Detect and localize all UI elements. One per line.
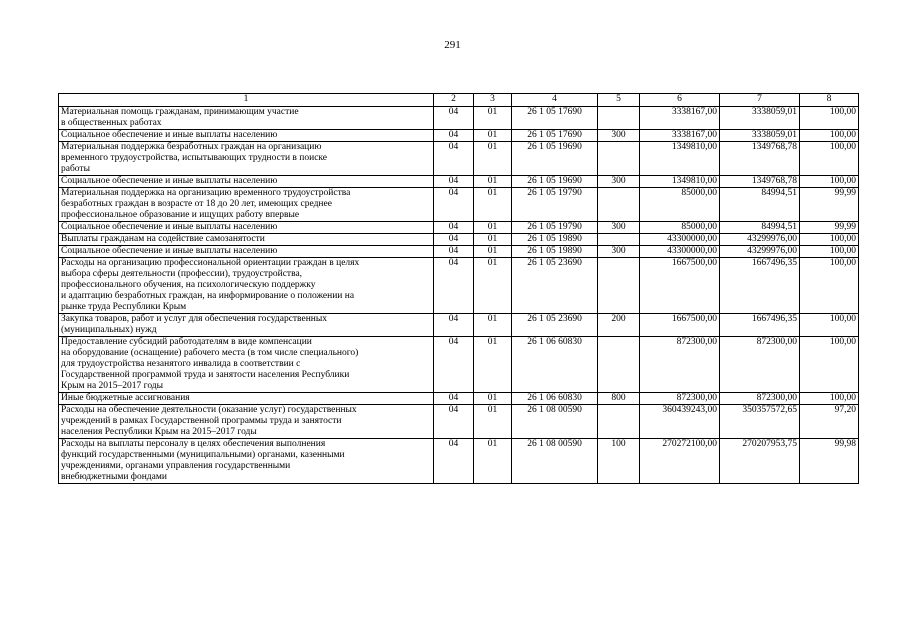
expense-type-cell: 100 <box>598 439 640 484</box>
subsection-code-cell: 01 <box>474 337 512 393</box>
table-row <box>59 258 859 314</box>
section-code-cell: 04 <box>434 439 474 484</box>
execution-percent-cell: 99,98 <box>800 439 859 484</box>
subsection-code-cell: 01 <box>474 439 512 484</box>
actual-amount-cell: 350357572,65 <box>720 405 800 439</box>
section-code-cell: 04 <box>434 107 474 130</box>
expense-name-cell: Материальная помощь гражданам, принимающим участие в общественных работах <box>59 107 434 130</box>
target-article-cell: 26 1 08 00590 <box>512 439 598 484</box>
execution-percent-cell: 100,00 <box>800 142 859 176</box>
target-article-cell: 26 1 05 17690 <box>512 130 598 142</box>
expense-name-cell: Иные бюджетные ассигнования <box>59 393 434 405</box>
table-row <box>59 234 859 246</box>
table-row <box>59 130 859 142</box>
section-code-cell: 04 <box>434 314 474 337</box>
header-cell: 4 <box>512 94 598 107</box>
actual-amount-cell: 270207953,75 <box>720 439 800 484</box>
expense-type-cell: 300 <box>598 246 640 258</box>
subsection-code-cell: 01 <box>474 405 512 439</box>
header-cell: 1 <box>59 94 434 107</box>
section-code-cell: 04 <box>434 258 474 314</box>
section-code-cell: 04 <box>434 130 474 142</box>
target-article-cell: 26 1 05 23690 <box>512 314 598 337</box>
actual-amount-cell: 1349768,78 <box>720 176 800 188</box>
expense-name-cell: Расходы на обеспечение деятельности (оказание услуг) государственных учреждений в рамках Государственной программы труда и занятости населения Республики Крым на 2015–2017 годы <box>59 405 434 439</box>
expense-name-cell: Материальная поддержка безработных граждан на организацию временного трудоустройства, испытывающих трудности в поиске работы <box>59 142 434 176</box>
execution-percent-cell: 99,99 <box>800 222 859 234</box>
expense-type-cell: 200 <box>598 314 640 337</box>
execution-percent-cell: 99,99 <box>800 188 859 222</box>
expense-type-cell: 300 <box>598 176 640 188</box>
header-cell: 7 <box>720 94 800 107</box>
table-row <box>59 393 859 405</box>
execution-percent-cell: 100,00 <box>800 176 859 188</box>
execution-percent-cell: 100,00 <box>800 107 859 130</box>
table-row <box>59 142 859 176</box>
target-article-cell: 26 1 06 60830 <box>512 393 598 405</box>
execution-percent-cell: 100,00 <box>800 337 859 393</box>
expense-name-cell: Социальное обеспечение и иные выплаты населению <box>59 246 434 258</box>
execution-percent-cell: 100,00 <box>800 234 859 246</box>
table-row <box>59 222 859 234</box>
planned-amount-cell: 1349810,00 <box>640 142 720 176</box>
planned-amount-cell: 85000,00 <box>640 188 720 222</box>
execution-percent-cell: 100,00 <box>800 314 859 337</box>
subsection-code-cell: 01 <box>474 176 512 188</box>
table-row <box>59 405 859 439</box>
expense-type-cell <box>598 337 640 393</box>
target-article-cell: 26 1 05 19890 <box>512 246 598 258</box>
section-code-cell: 04 <box>434 188 474 222</box>
target-article-cell: 26 1 05 19790 <box>512 222 598 234</box>
header-cell: 3 <box>474 94 512 107</box>
header-cell: 5 <box>598 94 640 107</box>
planned-amount-cell: 1667500,00 <box>640 258 720 314</box>
target-article-cell: 26 1 05 19690 <box>512 142 598 176</box>
planned-amount-cell: 3338167,00 <box>640 107 720 130</box>
execution-percent-cell: 100,00 <box>800 246 859 258</box>
table-row <box>59 439 859 484</box>
expense-name-cell: Материальная поддержка на организацию временного трудоустройства безработных граждан в возрасте от 18 до 20 лет, имеющих среднее профессиональное образование и ищущих работу впервые <box>59 188 434 222</box>
actual-amount-cell: 1667496,35 <box>720 314 800 337</box>
section-code-cell: 04 <box>434 246 474 258</box>
target-article-cell: 26 1 05 19790 <box>512 188 598 222</box>
expense-name-cell: Социальное обеспечение и иные выплаты населению <box>59 130 434 142</box>
expense-type-cell: 300 <box>598 222 640 234</box>
section-code-cell: 04 <box>434 405 474 439</box>
section-code-cell: 04 <box>434 393 474 405</box>
subsection-code-cell: 01 <box>474 130 512 142</box>
actual-amount-cell: 84994,51 <box>720 188 800 222</box>
target-article-cell: 26 1 05 19690 <box>512 176 598 188</box>
actual-amount-cell: 3338059,01 <box>720 107 800 130</box>
expense-name-cell: Выплаты гражданам на содействие самозанятости <box>59 234 434 246</box>
expense-type-cell: 300 <box>598 130 640 142</box>
planned-amount-cell: 43300000,00 <box>640 234 720 246</box>
target-article-cell: 26 1 06 60830 <box>512 337 598 393</box>
header-cell: 2 <box>434 94 474 107</box>
subsection-code-cell: 01 <box>474 188 512 222</box>
execution-percent-cell: 100,00 <box>800 130 859 142</box>
execution-percent-cell: 100,00 <box>800 258 859 314</box>
table-row <box>59 246 859 258</box>
expense-type-cell <box>598 107 640 130</box>
table-row <box>59 337 859 393</box>
subsection-code-cell: 01 <box>474 314 512 337</box>
section-code-cell: 04 <box>434 337 474 393</box>
planned-amount-cell: 85000,00 <box>640 222 720 234</box>
planned-amount-cell: 270272100,00 <box>640 439 720 484</box>
target-article-cell: 26 1 05 23690 <box>512 258 598 314</box>
expense-name-cell: Социальное обеспечение и иные выплаты населению <box>59 222 434 234</box>
expense-type-cell <box>598 142 640 176</box>
expense-name-cell: Расходы на выплаты персоналу в целях обеспечения выполнения функций государственными (муниципальными) органами, казенными учреждениями, органами управления государственными внебюджетными фондами <box>59 439 434 484</box>
planned-amount-cell: 3338167,00 <box>640 130 720 142</box>
actual-amount-cell: 3338059,01 <box>720 130 800 142</box>
planned-amount-cell: 43300000,00 <box>640 246 720 258</box>
subsection-code-cell: 01 <box>474 107 512 130</box>
table-body <box>59 107 859 484</box>
expense-name-cell: Социальное обеспечение и иные выплаты населению <box>59 176 434 188</box>
planned-amount-cell: 872300,00 <box>640 393 720 405</box>
actual-amount-cell: 1667496,35 <box>720 258 800 314</box>
actual-amount-cell: 1349768,78 <box>720 142 800 176</box>
actual-amount-cell: 872300,00 <box>720 337 800 393</box>
planned-amount-cell: 360439243,00 <box>640 405 720 439</box>
expense-type-cell <box>598 188 640 222</box>
section-code-cell: 04 <box>434 142 474 176</box>
planned-amount-cell: 872300,00 <box>640 337 720 393</box>
subsection-code-cell: 01 <box>474 393 512 405</box>
section-code-cell: 04 <box>434 176 474 188</box>
target-article-cell: 26 1 05 17690 <box>512 107 598 130</box>
header-cell: 8 <box>800 94 859 107</box>
subsection-code-cell: 01 <box>474 142 512 176</box>
actual-amount-cell: 84994,51 <box>720 222 800 234</box>
expense-name-cell: Расходы на организацию профессиональной ориентации граждан в целях выбора сферы деятельности (профессии), трудоустройства, профессионального обучения, на психологическую поддержку и адаптацию безработных граждан, на информирование о положении на рынке труда Республики Крым <box>59 258 434 314</box>
actual-amount-cell: 43299976,00 <box>720 234 800 246</box>
execution-percent-cell: 97,20 <box>800 405 859 439</box>
planned-amount-cell: 1667500,00 <box>640 314 720 337</box>
header-cell: 6 <box>640 94 720 107</box>
expense-type-cell <box>598 234 640 246</box>
table-row <box>59 314 859 337</box>
section-code-cell: 04 <box>434 234 474 246</box>
table-row <box>59 176 859 188</box>
header-row <box>59 94 859 107</box>
table-row <box>59 188 859 222</box>
expense-name-cell: Закупка товаров, работ и услуг для обеспечения государственных (муниципальных) нужд <box>59 314 434 337</box>
table-header <box>59 94 859 107</box>
target-article-cell: 26 1 05 19890 <box>512 234 598 246</box>
planned-amount-cell: 1349810,00 <box>640 176 720 188</box>
execution-percent-cell: 100,00 <box>800 393 859 405</box>
actual-amount-cell: 872300,00 <box>720 393 800 405</box>
expense-type-cell <box>598 405 640 439</box>
subsection-code-cell: 01 <box>474 222 512 234</box>
section-code-cell: 04 <box>434 222 474 234</box>
page-number: 291 <box>444 39 461 51</box>
budget-table <box>58 93 859 484</box>
subsection-code-cell: 01 <box>474 246 512 258</box>
subsection-code-cell: 01 <box>474 258 512 314</box>
actual-amount-cell: 43299976,00 <box>720 246 800 258</box>
target-article-cell: 26 1 08 00590 <box>512 405 598 439</box>
expense-name-cell: Предоставление субсидий работодателям в виде компенсации на оборудование (оснащение) рабочего места (в том числе специального) для трудоустройства незанятого инвалида в соответствии с Государственной программой труда и занятости населения Республики Крым на 2015–2017 годы <box>59 337 434 393</box>
subsection-code-cell: 01 <box>474 234 512 246</box>
expense-type-cell <box>598 258 640 314</box>
table-row <box>59 107 859 130</box>
expense-type-cell: 800 <box>598 393 640 405</box>
